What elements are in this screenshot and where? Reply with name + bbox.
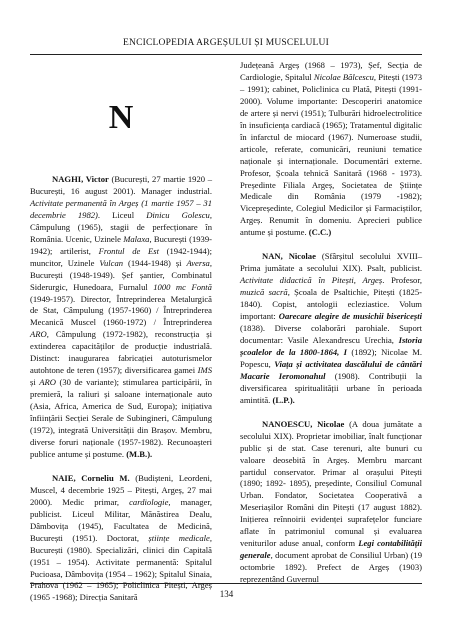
section-letter: N — [108, 99, 134, 136]
text-run: (1951); — [298, 107, 329, 118]
text-run: Oarecare alegire de musichii bisericești — [278, 311, 423, 322]
text-run: (Budișteni, Leordeni, Muscel, 4 decembrie 1925 – Pitești, Argeș, 27 mai 2000). Medic primar, — [30, 472, 212, 507]
text-run: NAN, Nicolae — [262, 251, 316, 262]
text-run: Nicolae Bălcescu — [313, 71, 374, 82]
text-run: (1965); — [320, 119, 350, 130]
text-run: Tratamentul digitalic în infarctul de miocard — [240, 119, 422, 142]
text-run: Aversa — [186, 257, 210, 268]
text-run: științe medicale — [148, 532, 210, 543]
text-run: (1949-1957). Director, Întreprinderea Metalurgică de Stat, Câmpulung (1957-1960) / Întreprinderea Mecanică Muscel (1960-1972) / Întreprinderea — [30, 293, 212, 328]
text-run: (1908). Contribuții la diversificarea spiritualității urbane în perioada amintită. — [240, 370, 422, 405]
header-rule — [30, 54, 422, 55]
text-run: , manager, publicist. Liceul Militar, Mănăstirea Dealu, Dâmbovița (1945), Facultatea de Medicină, București (1951). Doctorat, — [30, 496, 212, 543]
text-run: IMS — [197, 365, 212, 376]
footer-rule — [30, 583, 422, 584]
text-run: , București (1948-1949). Șef șantier, Combinatul Siderurgic, Hunedoara, Furnalul — [30, 257, 212, 292]
text-run: ARO — [30, 329, 47, 340]
text-run: (1892); Nicolae M. Popescu, — [240, 346, 422, 369]
text-run: Tulburări hidroelectrolitice în insuficiența cardiacă — [240, 107, 422, 130]
text-run: NAGHI, Victor — [52, 174, 109, 184]
text-run: Activitate didactică în Pitești, Argeș — [240, 275, 383, 286]
text-run: ARO — [39, 377, 56, 388]
running-header: ENCICLOPEDIA ARGEȘULUI ȘI MUSCELULUI — [123, 38, 329, 48]
text-run: Dinicu Golescu — [146, 209, 210, 220]
text-run: Descoperiri anatomice de artere și nervi — [240, 95, 423, 118]
entry-naie-continued — [240, 60, 422, 239]
text-run: , Câmpulung (1965), stagii de perfecționare în România. Ucenic, Uzinele — [30, 209, 212, 244]
text-run: Istoria școalelor de la 1800-1864, I — [240, 334, 422, 357]
text-run: (București, 27 martie 1920 – București, 16 august 2001). Manager industrial. — [30, 174, 212, 196]
text-run: , Câmpulung (1972-1982), reconstrucția și extinderea capacităților de producție industrială. Distinct: inaugurarea fabricației autoturismelor autohtone de teren (1957); diversificarea gamei — [30, 329, 212, 376]
text-run: NANOESCU, Nicolae — [262, 418, 345, 429]
entry-naghi — [30, 174, 212, 461]
left-column — [30, 60, 212, 616]
text-run: Vulcan — [99, 257, 124, 268]
text-run: Activitate permanentă în Argeș (1 martie 1957 – 31 decembrie 1982) — [30, 197, 212, 220]
text-run: (30 de variante); stimularea participării, în premieră, la raliuri și saloane internaționale auto (Asia, Africa, America de Sud, Europa); inițiativa înființării Secției Serale de Subingineri, Câmpulung (1972), integrată Universității din Brașov. Membru, diverse foruri naționale (1957-1982). Recunoașteri publice antume și postume. — [30, 377, 212, 459]
text-run: cardiologie — [129, 496, 169, 507]
text-run: muzică sacră — [240, 287, 288, 298]
page-number: 134 — [219, 589, 234, 599]
text-run: (M.B.). — [126, 448, 153, 459]
entry-nan — [240, 251, 422, 406]
text-run: (C.C.) — [308, 227, 332, 238]
text-run: 1000 mc Fontă — [153, 281, 212, 292]
text-run: , București (1980). Specializări, clinici din Capitală (1951 – 1954). Activitate permanentă: Spitalul Pucioasa, Dâmbovița (1954 – 1962); Spitalul Sinaia, Prahova (1962 – 1965); Policlinica Pitești, Argeș (1965 -1968); Direcția Sanitară — [30, 532, 212, 603]
text-run: . Liceul — [97, 209, 147, 220]
text-run: (1942-1944); muncitor, Uzinele — [30, 245, 212, 268]
entry-naie — [30, 473, 212, 604]
text-run: , Pitești (1973 – 1991); cabinet, Policlinica cu Plată, Pitești (1991- 2000). Volume importante: — [240, 71, 422, 106]
text-run: (1838). Diverse colaborări parohiale. Suport documentar: Vasile Alexandrescu Urechia, — [240, 323, 422, 345]
text-run: (L.P.). — [272, 394, 295, 405]
text-run: (Sfârșitul secolului XVIII–Prima jumătate a secolului XIX). Psalt, publicist. — [240, 251, 422, 274]
text-run: Frontul de Est — [98, 245, 159, 256]
text-run: Malaxa — [123, 233, 150, 244]
text-run: (1944-1948) și — [123, 257, 187, 268]
text-run: Viața și activitatea dascălului de cântări Macarie Ieromonahul — [240, 358, 422, 381]
text-run: Legi contabilității generale — [240, 538, 422, 561]
text-run: , Școala de Psaltichie, Pitești (1825-1840). Copist, antologii ecleziastice. Volum important: — [240, 287, 423, 322]
text-run: , București (1939-1942); artilerist, — [30, 233, 213, 256]
text-run: (A doua jumătate a secolului XIX). Proprietar imobiliar, înalt funcționar public și de stat. Case terenuri, alte bunuri cu valoare deosebită în Argeș. Membru marcant partidul conservator. Primar al orașului Pitești (1890; 1892- 1895), președinte, Consiliul Comunal Urban. Fondator, Societatea Cooperativă a Meseriașilor Români din Pitești (17 august 1882). Inițierea reînnoirii evidenței suprafețelor funciare aflate în patrimoniul comunal și evaluarea veniturilor aduse anual, conform — [240, 418, 422, 549]
text-run: , document aprobat de Consiliul Urban) (19 octombrie 1892). Prefect de Argeș (1903) reprezentând Guvernul — [240, 550, 422, 585]
text-run: . Profesor, — [382, 275, 423, 286]
right-column — [240, 60, 422, 598]
text-run: (1967). Numeroase studii, articole, referate, comunicări, reuniuni tematice naționale și internaționale. Documentări externe. Profesor, Școala tehnică Sanitară (1968 - 1973). Președinte Filiala Argeș, Societatea de Științe Medicale din România (1979 -1982); Vicepreședinte, Colegiul Medicilor și Farmaciștilor, Argeș. Renumit în domeniu. Aprecieri publice antume și postume. — [240, 131, 422, 238]
text-run: și — [30, 377, 40, 388]
entry-nanoescu — [240, 419, 422, 586]
text-run: NAIE, Corneliu M. — [52, 472, 130, 483]
text-run: Județeană Argeș (1968 – 1973), Șef, Secția de Cardiologie, Spitalul — [240, 60, 422, 82]
